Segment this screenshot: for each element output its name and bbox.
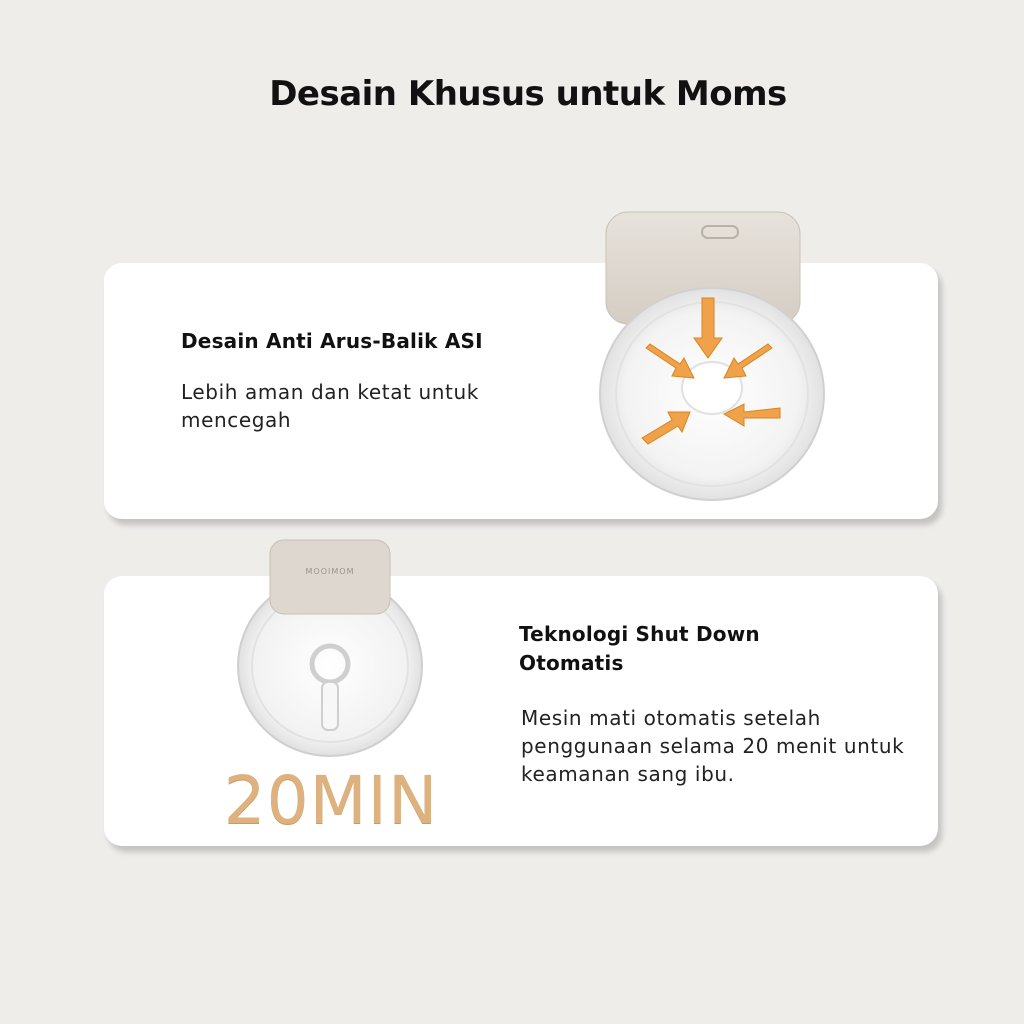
motor-housing <box>270 540 390 614</box>
feature-description-anti-backflow: Lebih aman dan ketat untuk mencegah <box>181 380 479 432</box>
breast-pump-front-image <box>230 536 430 764</box>
timer-label: 20MIN <box>223 762 439 839</box>
feature-description-auto-shutdown: Mesin mati otomatis setelah penggunaan selama 20 menit untuk keamanan sang ibu. <box>521 706 905 786</box>
page-title: Desain Khusus untuk Moms <box>269 74 787 114</box>
brand-logo: MOOIMOM <box>305 567 355 576</box>
valve-stem <box>322 682 338 730</box>
feature-title-anti-backflow: Desain Anti Arus-Balik ASI <box>181 329 483 353</box>
feature-title-auto-shutdown: Teknologi Shut Down Otomatis <box>519 622 760 675</box>
breast-pump-side-image <box>586 208 826 528</box>
